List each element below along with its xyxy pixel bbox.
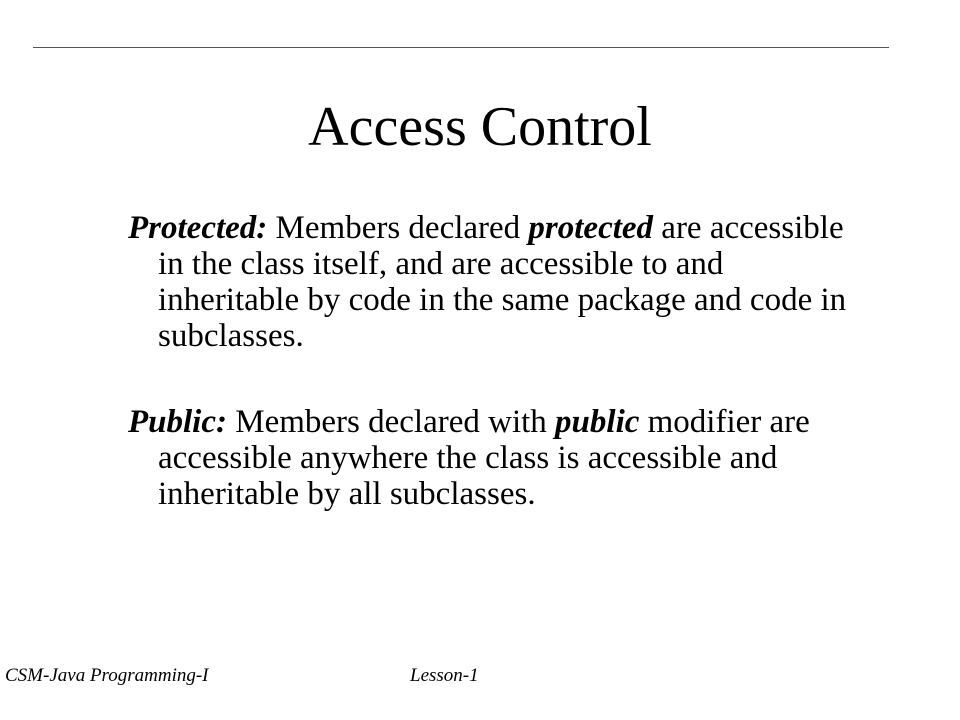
slide-body xyxy=(128,210,868,512)
paragraph-public xyxy=(128,404,868,512)
paragraph-protected xyxy=(128,210,868,354)
header-divider xyxy=(33,47,889,48)
text-protected-after: are accessible in the class itself, and are accessible to and inheritable by code in the same package and code in subclasses. xyxy=(158,210,847,354)
keyword-protected: protected xyxy=(528,210,654,246)
text-public-after: modifier are accessible anywhere the class is accessible and inheritable by all subclasses. xyxy=(158,404,810,512)
term-public: Public: xyxy=(128,404,227,440)
text-protected-before: Members declared xyxy=(267,210,529,246)
term-protected: Protected: xyxy=(128,210,268,246)
text-public-before: Members declared with xyxy=(226,404,556,440)
footer-lesson: Lesson-1 xyxy=(410,665,479,686)
keyword-public: public xyxy=(555,404,640,440)
slide-title: Access Control xyxy=(308,96,652,158)
footer-course: CSM-Java Programming-I xyxy=(5,665,209,686)
